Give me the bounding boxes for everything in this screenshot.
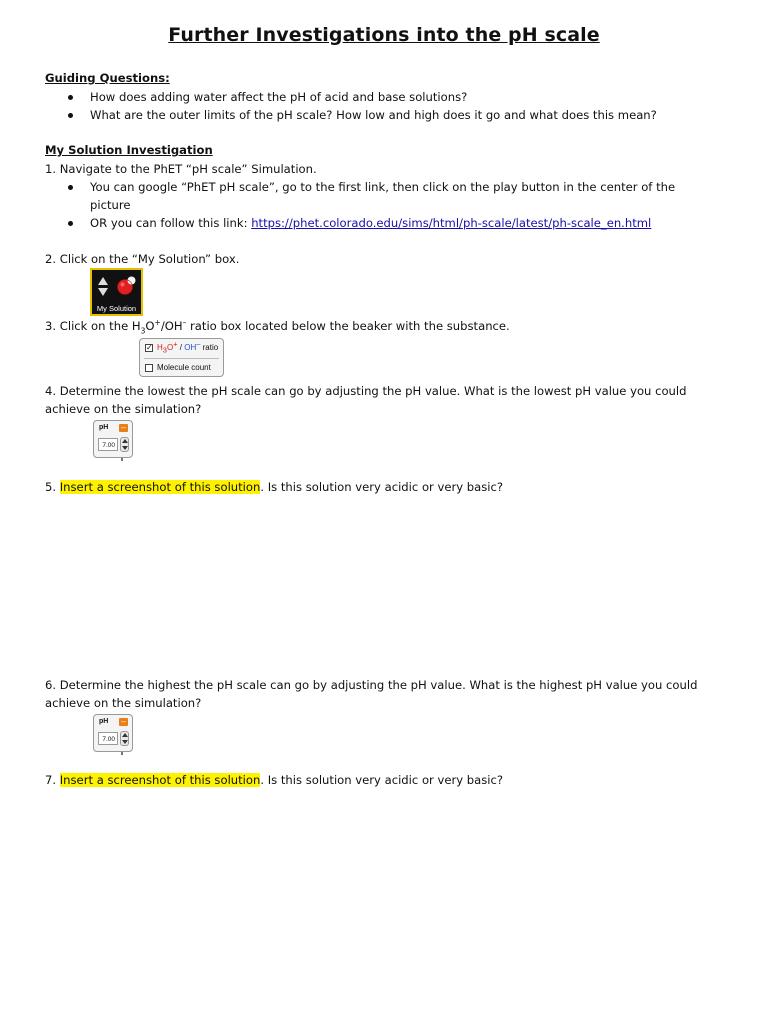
- page-title: Further Investigations into the pH scale: [168, 24, 600, 46]
- investigation-heading: My Solution Investigation: [45, 143, 213, 157]
- step-4-line-2: achieve on the simulation?: [45, 402, 202, 416]
- water-molecule-icon: [112, 274, 138, 298]
- step-3-prefix: 3. Click on the H: [45, 319, 141, 333]
- step-6-line-2: achieve on the simulation?: [45, 696, 202, 710]
- ratio-checkbox-checked-icon: ✓: [146, 343, 153, 352]
- ph-spinner-image-low: [93, 420, 133, 458]
- molecule-count-label: Molecule count: [157, 363, 211, 372]
- step-7-number: 7.: [45, 773, 60, 787]
- ph-label: pH: [99, 424, 109, 431]
- ratio-label: [157, 339, 219, 355]
- step-7-highlight: Insert a screenshot of this solution: [59, 773, 261, 787]
- molecule-count-checkbox-icon: [145, 364, 153, 372]
- ph-tick: [121, 752, 123, 755]
- ratio-divider: [144, 358, 219, 359]
- phet-simulation-link[interactable]: https://phet.colorado.edu/sims/html/ph-scale/latest/ph-scale_en.html: [251, 216, 652, 230]
- guiding-question-2: What are the outer limits of the pH scale? How low and high does it go and what does this mean?: [90, 108, 657, 122]
- step-3-o: O: [145, 319, 155, 333]
- ph-value: 7.00: [98, 732, 118, 745]
- step-7-question: . Is this solution very acidic or very basic?: [260, 773, 504, 787]
- ratio-h-sub: 3: [162, 345, 167, 355]
- ratio-checkbox-image: [139, 338, 224, 377]
- step-3-sub: 3: [140, 326, 146, 336]
- step-2-text: 2. Click on the “My Solution” box.: [45, 252, 240, 266]
- my-solution-image: [90, 268, 143, 316]
- step-1-bullet-link: [90, 214, 651, 232]
- step-6-line-1: 6. Determine the highest the pH scale can go by adjusting the pH value. What is the highest pH value you could: [45, 678, 698, 692]
- step-5-question: . Is this solution very acidic or very basic?: [260, 480, 504, 494]
- ratio-word: ratio: [200, 343, 219, 352]
- ratio-o: O: [166, 343, 174, 352]
- step-5-text: [45, 478, 503, 496]
- step-1-bullet-google: You can google “PhET pH scale”, go to the first link, then click on the play button in the center of the: [90, 180, 676, 194]
- ratio-h: H: [157, 343, 163, 352]
- step-3-minus: –: [182, 318, 187, 328]
- ratio-minus: –: [196, 339, 201, 349]
- step-1-bullet-google-cont: picture: [90, 198, 131, 212]
- ph-label: pH: [99, 718, 109, 725]
- ph-spinner-image-high: [93, 714, 133, 752]
- ph-tick: [121, 458, 123, 461]
- step-7-text: [45, 771, 503, 789]
- ph-minus-icon: –: [119, 718, 128, 726]
- ratio-plus: +: [173, 339, 178, 349]
- step-3-suffix: ratio box located below the beaker with the substance.: [186, 319, 510, 333]
- ph-minus-icon: –: [119, 424, 128, 432]
- ph-spin-arrows-icon: [120, 437, 129, 452]
- ratio-slash: /: [177, 343, 185, 352]
- step-3-plus: +: [154, 318, 161, 328]
- step-3-oh: /OH: [160, 319, 183, 333]
- step-5-highlight: Insert a screenshot of this solution: [59, 480, 261, 494]
- my-solution-label: My Solution: [96, 304, 137, 313]
- ph-spin-arrows-icon: [120, 731, 129, 746]
- step-5-number: 5.: [45, 480, 60, 494]
- step-1-text: 1. Navigate to the PhET “pH scale” Simulation.: [45, 162, 317, 176]
- guiding-question-1: How does adding water affect the pH of acid and base solutions?: [90, 90, 468, 104]
- guiding-questions-heading: Guiding Questions:: [45, 71, 170, 85]
- link-prefix: OR you can follow this link:: [90, 216, 252, 230]
- step-4-line-1: 4. Determine the lowest the pH scale can go by adjusting the pH value. What is the lowest pH value you could: [45, 384, 687, 398]
- ratio-oh: OH: [184, 343, 197, 352]
- ph-value: 7.00: [98, 438, 118, 451]
- step-3-text: [45, 317, 510, 335]
